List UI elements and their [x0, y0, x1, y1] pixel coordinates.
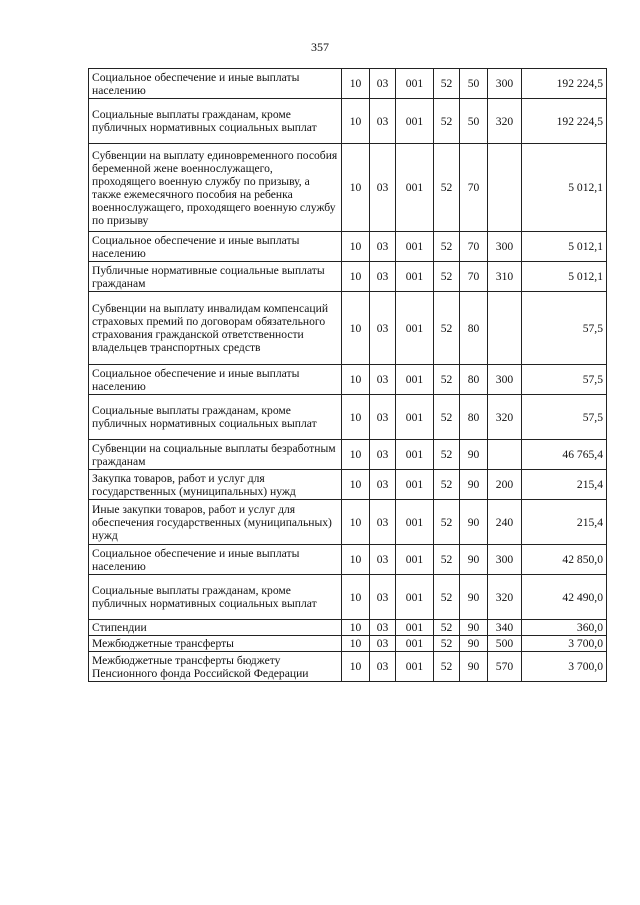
- amount-cell: 192 224,5: [522, 99, 607, 144]
- target-item-code-part3: 70: [460, 144, 488, 232]
- target-item-code-part1: 001: [396, 292, 434, 365]
- target-item-code-part2: 52: [434, 292, 460, 365]
- table-row: [89, 440, 607, 470]
- target-item-code-part2: 52: [434, 395, 460, 440]
- subsection-code-cell: 03: [370, 636, 396, 652]
- table-row: [89, 292, 607, 365]
- table-row: [89, 500, 607, 545]
- target-item-code-part1: 001: [396, 99, 434, 144]
- target-item-code-part2: 52: [434, 652, 460, 682]
- target-item-code-part3: 90: [460, 575, 488, 620]
- target-item-code-part2: 52: [434, 470, 460, 500]
- section-code-cell: 10: [342, 575, 370, 620]
- section-code-cell: 10: [342, 395, 370, 440]
- amount-cell: 42 850,0: [522, 545, 607, 575]
- target-item-code-part1: 001: [396, 545, 434, 575]
- row-name-cell: Субвенции на выплату инвалидам компенсаций страховых премий по договорам обязательного страхования гражданской ответственности владельцев транспортных средств: [89, 292, 342, 365]
- subsection-code-cell: 03: [370, 232, 396, 262]
- target-item-code-part1: 001: [396, 262, 434, 292]
- amount-cell: 3 700,0: [522, 652, 607, 682]
- section-code-cell: 10: [342, 232, 370, 262]
- target-item-code-part1: 001: [396, 440, 434, 470]
- section-code-cell: 10: [342, 652, 370, 682]
- section-code-cell: 10: [342, 500, 370, 545]
- table-row: [89, 232, 607, 262]
- amount-cell: 360,0: [522, 620, 607, 636]
- section-code-cell: 10: [342, 440, 370, 470]
- target-item-code-part2: 52: [434, 69, 460, 99]
- expense-type-code-cell: 340: [488, 620, 522, 636]
- row-name-cell: Социальное обеспечение и иные выплаты населению: [89, 232, 342, 262]
- target-item-code-part3: 70: [460, 262, 488, 292]
- row-name-cell: Стипендии: [89, 620, 342, 636]
- amount-cell: 57,5: [522, 292, 607, 365]
- target-item-code-part2: 52: [434, 262, 460, 292]
- target-item-code-part2: 52: [434, 440, 460, 470]
- table-row: [89, 470, 607, 500]
- subsection-code-cell: 03: [370, 500, 396, 545]
- expense-type-code-cell: [488, 292, 522, 365]
- target-item-code-part1: 001: [396, 365, 434, 395]
- subsection-code-cell: 03: [370, 99, 396, 144]
- row-name-cell: Субвенции на выплату единовременного пособия беременной жене военнослужащего, проходящего военную службу по призыву, а также ежемесячного пособия на ребенка военнослужащего, проходящего военную службу по призыву: [89, 144, 342, 232]
- row-name-cell: Субвенции на социальные выплаты безработным гражданам: [89, 440, 342, 470]
- amount-cell: 192 224,5: [522, 69, 607, 99]
- row-name-cell: Социальные выплаты гражданам, кроме публичных нормативных социальных выплат: [89, 99, 342, 144]
- target-item-code-part1: 001: [396, 144, 434, 232]
- target-item-code-part3: 90: [460, 620, 488, 636]
- target-item-code-part3: 90: [460, 652, 488, 682]
- row-name-cell: Межбюджетные трансферты: [89, 636, 342, 652]
- target-item-code-part2: 52: [434, 365, 460, 395]
- table-row: [89, 575, 607, 620]
- subsection-code-cell: 03: [370, 470, 396, 500]
- amount-cell: 42 490,0: [522, 575, 607, 620]
- row-name-cell: Социальное обеспечение и иные выплаты населению: [89, 545, 342, 575]
- table-row: [89, 99, 607, 144]
- target-item-code-part1: 001: [396, 470, 434, 500]
- target-item-code-part2: 52: [434, 232, 460, 262]
- subsection-code-cell: 03: [370, 262, 396, 292]
- expense-type-code-cell: 500: [488, 636, 522, 652]
- section-code-cell: 10: [342, 545, 370, 575]
- table-row: [89, 144, 607, 232]
- row-name-cell: Социальное обеспечение и иные выплаты населению: [89, 365, 342, 395]
- table-row: [89, 365, 607, 395]
- subsection-code-cell: 03: [370, 440, 396, 470]
- row-name-cell: Публичные нормативные социальные выплаты гражданам: [89, 262, 342, 292]
- target-item-code-part1: 001: [396, 620, 434, 636]
- amount-cell: 5 012,1: [522, 144, 607, 232]
- subsection-code-cell: 03: [370, 395, 396, 440]
- target-item-code-part2: 52: [434, 99, 460, 144]
- expense-type-code-cell: 320: [488, 575, 522, 620]
- expense-type-code-cell: [488, 144, 522, 232]
- table-row: [89, 636, 607, 652]
- section-code-cell: 10: [342, 99, 370, 144]
- amount-cell: 215,4: [522, 470, 607, 500]
- row-name-cell: Социальные выплаты гражданам, кроме публичных нормативных социальных выплат: [89, 575, 342, 620]
- table-body: [89, 69, 607, 682]
- subsection-code-cell: 03: [370, 365, 396, 395]
- table-row: [89, 262, 607, 292]
- table-row: [89, 395, 607, 440]
- amount-cell: 57,5: [522, 365, 607, 395]
- amount-cell: 57,5: [522, 395, 607, 440]
- table-row: [89, 620, 607, 636]
- row-name-cell: Иные закупки товаров, работ и услуг для обеспечения государственных (муниципальных) нужд: [89, 500, 342, 545]
- subsection-code-cell: 03: [370, 620, 396, 636]
- page-number: 357: [311, 40, 329, 54]
- expense-type-code-cell: 320: [488, 395, 522, 440]
- section-code-cell: 10: [342, 262, 370, 292]
- section-code-cell: 10: [342, 470, 370, 500]
- row-name-cell: Закупка товаров, работ и услуг для государственных (муниципальных) нужд: [89, 470, 342, 500]
- amount-cell: 5 012,1: [522, 232, 607, 262]
- target-item-code-part1: 001: [396, 575, 434, 620]
- target-item-code-part2: 52: [434, 575, 460, 620]
- target-item-code-part3: 80: [460, 365, 488, 395]
- target-item-code-part3: 80: [460, 292, 488, 365]
- table-row: [89, 652, 607, 682]
- target-item-code-part2: 52: [434, 144, 460, 232]
- expense-type-code-cell: 200: [488, 470, 522, 500]
- amount-cell: 46 765,4: [522, 440, 607, 470]
- expense-type-code-cell: 300: [488, 365, 522, 395]
- section-code-cell: 10: [342, 144, 370, 232]
- expense-type-code-cell: 300: [488, 69, 522, 99]
- section-code-cell: 10: [342, 69, 370, 99]
- target-item-code-part1: 001: [396, 652, 434, 682]
- target-item-code-part1: 001: [396, 636, 434, 652]
- subsection-code-cell: 03: [370, 652, 396, 682]
- target-item-code-part2: 52: [434, 636, 460, 652]
- section-code-cell: 10: [342, 620, 370, 636]
- subsection-code-cell: 03: [370, 144, 396, 232]
- target-item-code-part1: 001: [396, 395, 434, 440]
- expense-type-code-cell: 320: [488, 99, 522, 144]
- target-item-code-part2: 52: [434, 500, 460, 545]
- subsection-code-cell: 03: [370, 575, 396, 620]
- subsection-code-cell: 03: [370, 545, 396, 575]
- row-name-cell: Межбюджетные трансферты бюджету Пенсионного фонда Российской Федерации: [89, 652, 342, 682]
- amount-cell: 215,4: [522, 500, 607, 545]
- expense-type-code-cell: 300: [488, 545, 522, 575]
- amount-cell: 5 012,1: [522, 262, 607, 292]
- expense-type-code-cell: 570: [488, 652, 522, 682]
- target-item-code-part3: 90: [460, 636, 488, 652]
- target-item-code-part3: 90: [460, 470, 488, 500]
- target-item-code-part3: 90: [460, 500, 488, 545]
- expense-type-code-cell: 310: [488, 262, 522, 292]
- amount-cell: 3 700,0: [522, 636, 607, 652]
- row-name-cell: Социальное обеспечение и иные выплаты населению: [89, 69, 342, 99]
- subsection-code-cell: 03: [370, 292, 396, 365]
- section-code-cell: 10: [342, 365, 370, 395]
- target-item-code-part3: 90: [460, 440, 488, 470]
- target-item-code-part1: 001: [396, 69, 434, 99]
- table-row: [89, 545, 607, 575]
- expense-type-code-cell: 240: [488, 500, 522, 545]
- target-item-code-part1: 001: [396, 232, 434, 262]
- target-item-code-part2: 52: [434, 620, 460, 636]
- expense-type-code-cell: [488, 440, 522, 470]
- target-item-code-part3: 90: [460, 545, 488, 575]
- section-code-cell: 10: [342, 636, 370, 652]
- target-item-code-part3: 50: [460, 99, 488, 144]
- budget-table: [88, 68, 607, 682]
- subsection-code-cell: 03: [370, 69, 396, 99]
- table-row: [89, 69, 607, 99]
- expense-type-code-cell: 300: [488, 232, 522, 262]
- blank-page-area: [0, 700, 640, 905]
- target-item-code-part2: 52: [434, 545, 460, 575]
- row-name-cell: Социальные выплаты гражданам, кроме публичных нормативных социальных выплат: [89, 395, 342, 440]
- section-code-cell: 10: [342, 292, 370, 365]
- target-item-code-part3: 80: [460, 395, 488, 440]
- target-item-code-part1: 001: [396, 500, 434, 545]
- target-item-code-part3: 50: [460, 69, 488, 99]
- target-item-code-part3: 70: [460, 232, 488, 262]
